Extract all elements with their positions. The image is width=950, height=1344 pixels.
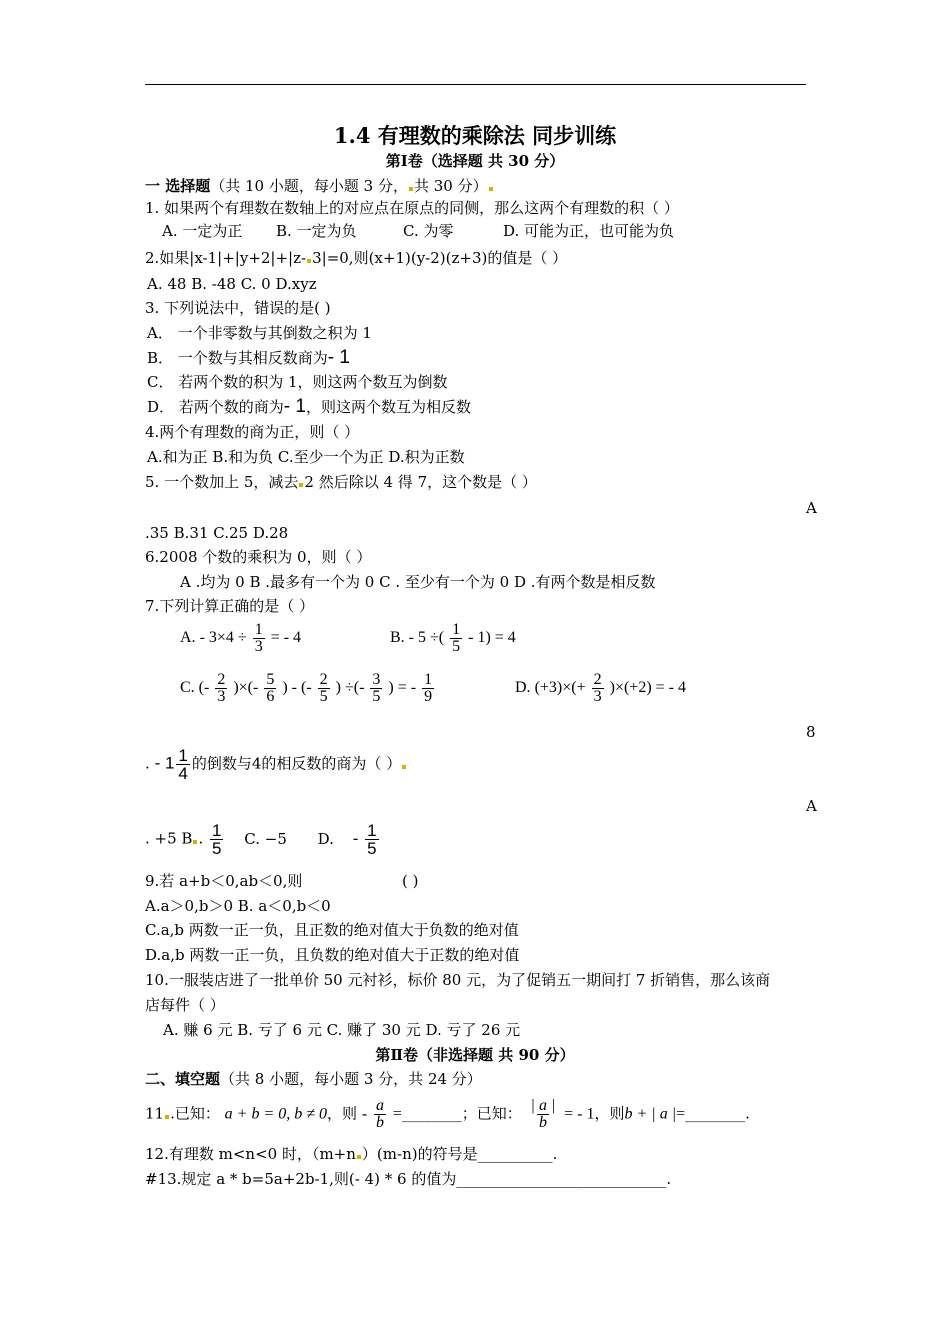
q6-options: A .均为 0 B .最多有一个为 0 C . 至少有一个为 0 D .有两个数是相反数: [180, 573, 656, 591]
q5-option-letter-a: A: [806, 499, 817, 517]
q9-option-c: C.a,b 两数一正一负，且正数的绝对值大于负数的绝对值: [145, 921, 519, 939]
q3-option-a: A． 一个非零数与其倒数之积为 1: [147, 324, 372, 342]
q5-options: .35 B.31 C.25 D.28: [145, 524, 289, 542]
q7-option-c: C. (- $\frac{2}{3}$ )×(- $\frac{5}{6}$ ) - (- $\frac{2}{5}$ ) ÷(- $\frac{3}{5}$ ) = - $\frac{1}{9}$: [180, 671, 433, 705]
q4-stem: 4.两个有理数的商为正，则（ ）: [145, 423, 360, 441]
part2-title: 第Ⅱ卷（非选择题 共 90 分）: [375, 1046, 575, 1064]
q3-option-d: D． 若两个数的商为- 1，则这两个数互为相反数: [147, 396, 471, 417]
fraction: $\frac{3}{5}$: [372, 671, 381, 705]
q10-stem-line1: 10.一服装店进了一批单价 50 元衬衫，标价 80 元，为了促销五一期间打 7 折销售，那么该商: [145, 971, 771, 989]
q1-stem: 1. 如果两个有理数在数轴上的对应点在原点的同侧，那么这两个有理数的积（ ）: [145, 199, 679, 217]
fraction: $\frac{a}{b}$: [375, 1097, 384, 1131]
page-title: 1.4 有理数的乘除法 同步训练: [333, 123, 617, 148]
q7-option-b: B. - 5 ÷( $\frac{1}{5}$ - 1) = 4: [390, 621, 516, 655]
fraction: $\frac{2}{3}$: [593, 671, 602, 705]
q3-option-b: B． 一个数与其相反数商为- 1: [147, 347, 350, 368]
q1-option-c: C. 为零: [403, 222, 454, 240]
q12-stem: 12.有理数 m<n<0 时，（m+n ）(m-n)的符号是__________.: [145, 1145, 558, 1163]
q8-option-letter-a: A: [806, 797, 817, 815]
q4-options: A.和为正 B.和为负 C.至少一个为正 D.积为正数: [147, 448, 465, 466]
q2-stem: 2.如果|x-1|+|y+2|+|z- 3|=0,则(x+1)(y-2)(z+3)的值是（ ）: [145, 249, 568, 267]
mark-icon: [193, 840, 197, 844]
q13-stem: #13.规定 a * b=5a+2b-1,则(- 4) * 6 的值为____________________________.: [145, 1170, 672, 1188]
q3-stem: 3. 下列说法中，错误的是( ): [145, 299, 331, 317]
q9-options-ab: A.a＞0,b＞0 B. a＜0,b＜0: [145, 897, 331, 915]
mark-icon: [299, 483, 303, 487]
q11-stem: 11 .已知： a + b = 0, b ≠ 0，则 - $\frac{a}{b}$ =________；已知： $\frac{| a |}{b}$ = - 1，则b + | a |=________.: [145, 1097, 750, 1131]
mark-icon: [409, 187, 413, 191]
q8-number: 8: [806, 723, 816, 741]
part1-title: 第Ⅰ卷（选择题 共 30 分）: [385, 152, 565, 170]
mark-icon: [489, 187, 493, 191]
q1-option-a: A. 一定为正: [162, 222, 243, 240]
q9-option-d: D.a,b 两数一正一负，且负数的绝对值大于正数的绝对值: [145, 946, 520, 964]
fraction: $\frac{5}{6}$: [266, 671, 275, 705]
q6-stem: 6.2008 个数的乘积为 0，则（ ）: [145, 548, 372, 566]
fraction: $\frac{1}{5}$: [212, 821, 222, 858]
section1-heading: 一 选择题（共 10 小题，每小题 3 分， 共 30 分）: [145, 178, 494, 195]
q10-options: A. 赚 6 元 B. 亏了 6 元 C. 赚了 30 元 D. 亏了 26 元: [163, 1021, 521, 1039]
q9-stem: 9.若 a+b＜0,ab＜0,则: [145, 872, 303, 890]
q3-option-c: C． 若两个数的积为 1，则这两个数互为倒数: [147, 373, 448, 391]
q5-stem: 5. 一个数加上 5，减去 2 然后除以 4 得 7，这个数是（ ）: [145, 473, 537, 491]
fraction: $\frac{1}{3}$: [254, 621, 263, 655]
q7-option-a: A. - 3×4 ÷ $\frac{1}{3}$ = - 4: [180, 621, 302, 655]
q8-options: . +5 B . $\frac{1}{5}$ C. −5 D. - $\frac{1}{5}$: [145, 821, 377, 858]
fraction: $\frac{1}{4}$: [178, 746, 188, 783]
q7-option-d: D. (+3)×(+ $\frac{2}{3}$ )×(+2) = - 4: [515, 671, 687, 705]
mark-icon: [402, 765, 406, 769]
fraction: $\frac{2}{5}$: [319, 671, 328, 705]
mark-icon: [357, 1155, 361, 1159]
fraction: $\frac{| a |}{b}$: [530, 1097, 556, 1131]
q1-option-b: B. 一定为负: [276, 222, 357, 240]
header-rule: [145, 84, 806, 85]
q7-stem: 7.下列计算正确的是（ ）: [145, 597, 315, 615]
fraction: $\frac{2}{3}$: [217, 671, 226, 705]
q1-option-d: D. 可能为正，也可能为负: [503, 222, 675, 240]
mark-icon: [165, 1115, 169, 1119]
q9-paren: ( ): [402, 872, 419, 890]
q2-options: A. 48 B. -48 C. 0 D.xyz: [147, 275, 317, 293]
fraction: $\frac{1}{5}$: [452, 621, 461, 655]
section2-heading: 二、填空题（共 8 小题，每小题 3 分，共 24 分）: [145, 1070, 482, 1088]
fraction: $\frac{1}{9}$: [424, 671, 433, 705]
q10-stem-line2: 店每件（ ）: [145, 996, 225, 1014]
q8-stem: . - 1 $\frac{1}{4}$ 的倒数与4的相反数的商为（ ）: [145, 747, 407, 782]
fraction: $\frac{1}{5}$: [367, 821, 377, 858]
mark-icon: [307, 259, 311, 263]
